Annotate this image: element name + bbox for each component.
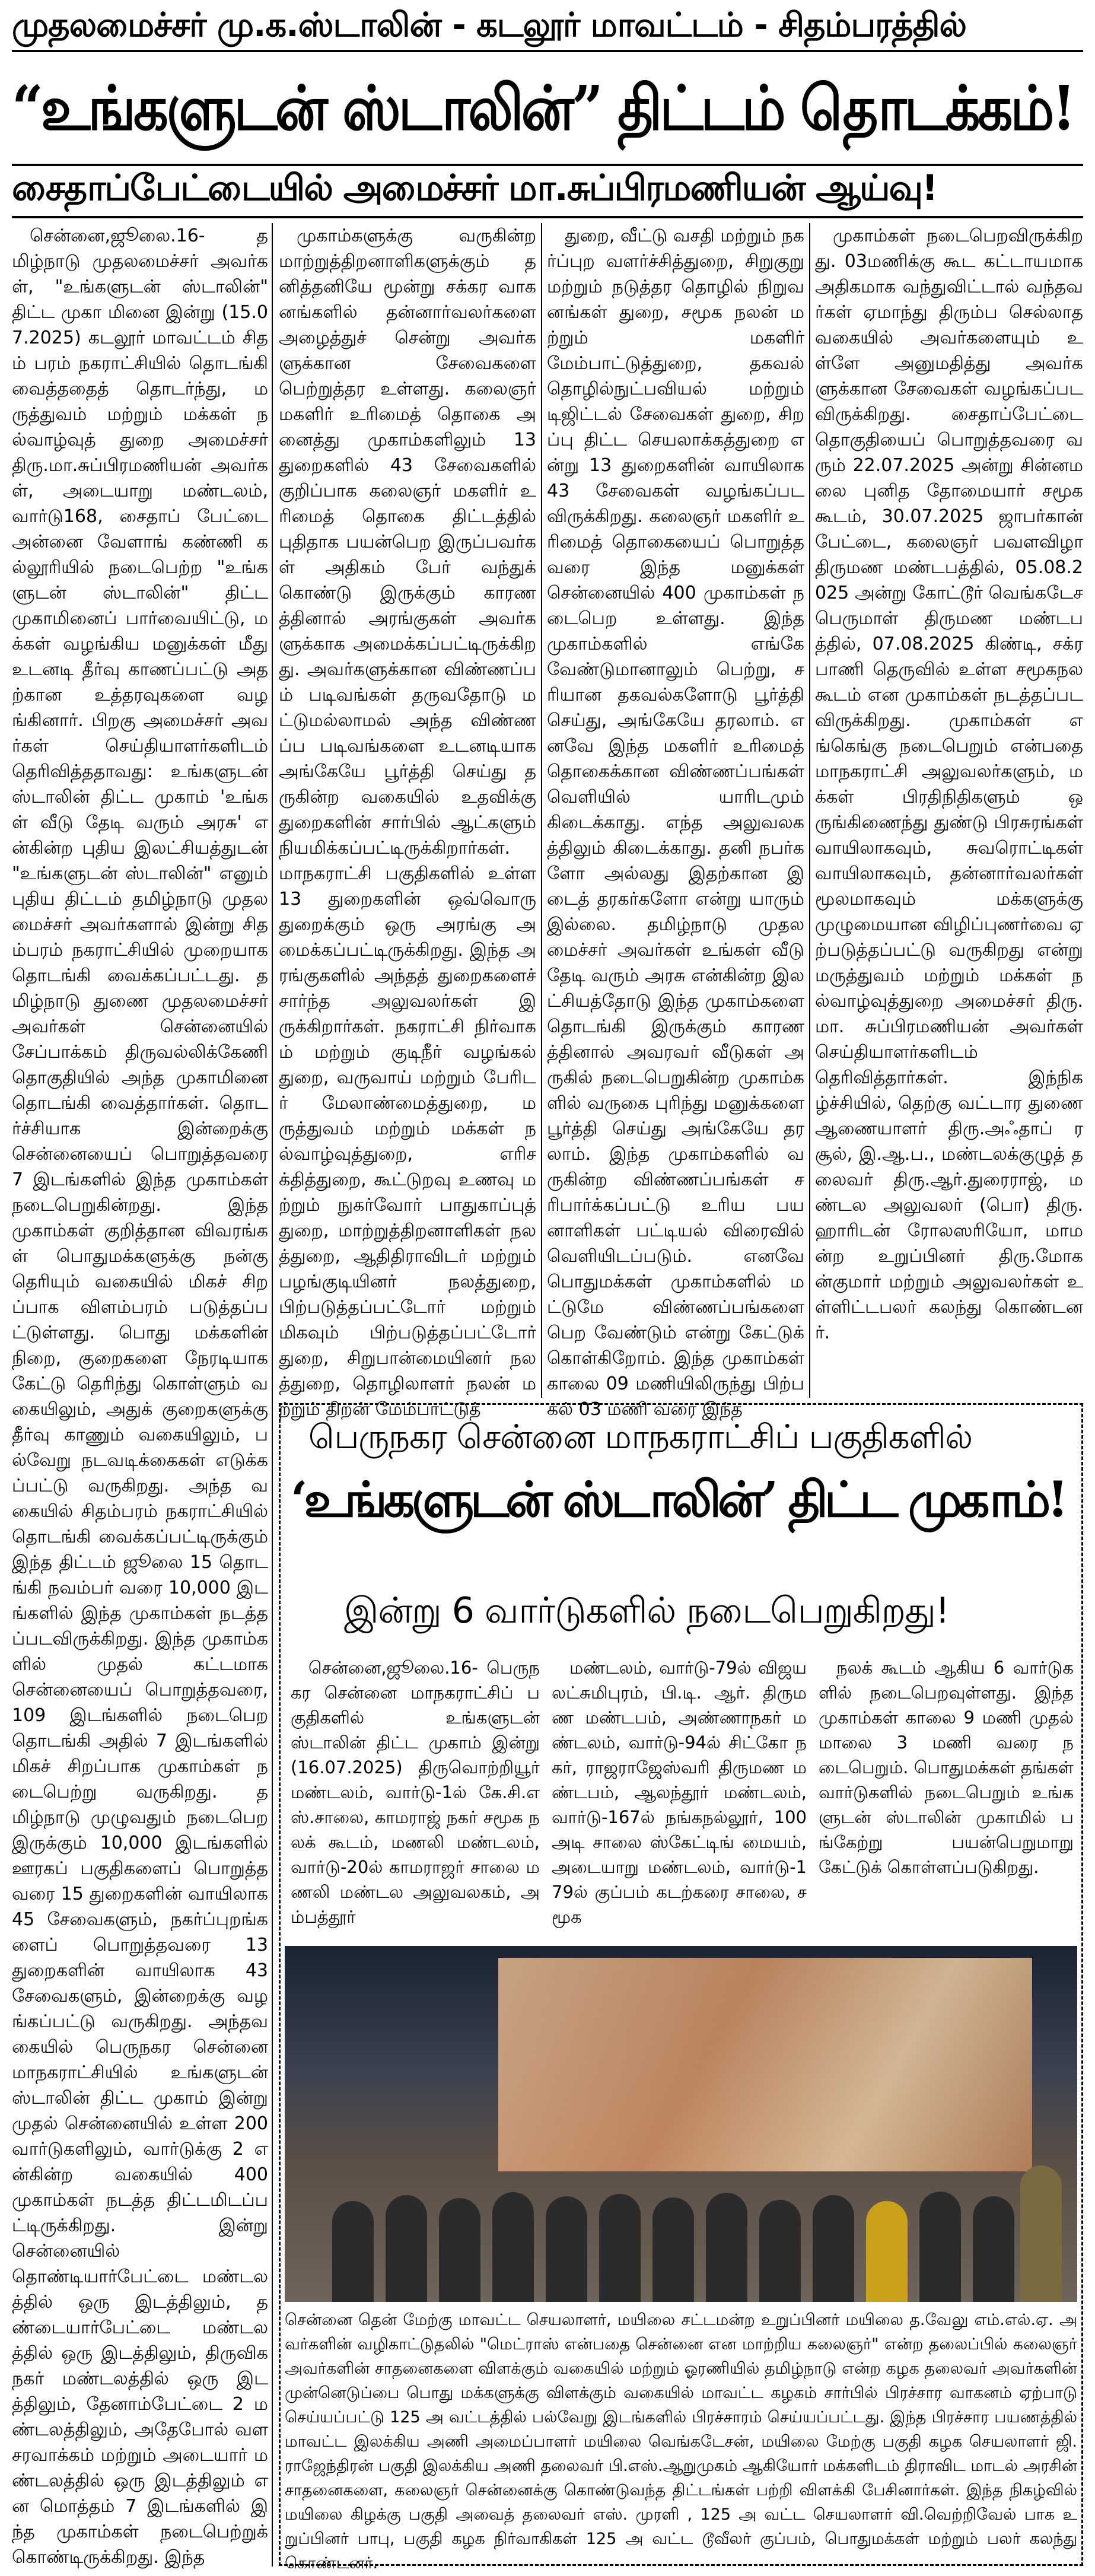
person-figure <box>332 2201 374 2302</box>
box-subhead: இன்று 6 வார்டுகளில் நடைபெறுகிறது! <box>344 1590 949 1632</box>
person-figure <box>386 2195 427 2302</box>
column-divider <box>272 223 273 2567</box>
article-text: முகாம்கள் நடைபெறவிருக்கிறது. 03மணிக்கு கூட கட்டாயமாக அதிகமாக வந்துவிட்டால் வந்தவர்கள் ஏமாந்து திரும்ப செல்லாத வகையில் அவர்களையும் உள்ளே அனுமதித்து அவர்களுக்கான சேவைகள் வழங்கப்படவிருக்கிறது. சைதாப்பேட்டை தொகுதியைப் பொறுத்தவரை வரும் 22.07.2025 அன்று சின்னமலை புனித தோமையார் சமூக கூடம், 30.07.2025 ஜாபர்கான் பேட்டை, கலைஞர் பவளவிழா திருமண மண்டபத்தில், 05.08.2025 அன்று கோட்டூர் வெங்கடேச பெருமாள் திருமண மண்டபத்தில், 07.08.2025 கிண்டி, சக்ரபாணி தெருவில் உள்ள சமூகநல கூடம் என முகாம்கள் நடத்தப்படவிருக்கிறது. முகாம்கள் எங்கெங்கு நடைபெறும் என்பதை மாநகராட்சி அலுவலர்களும், மக்கள் பிரதிநிதிகளும் ஒருங்கிணைந்து துண்டு பிரசுரங்கள் வாயிலாகவும், சுவரொட்டிகள் வாயிலாகவும், தன்னார்வலர்கள் மூலமாகவும் மக்களுக்கு முழுமையான விழிப்புணர்வை ஏற்படுத்தப்பட்டு வருகிறது என்று மருத்துவம் மற்றும் மக்கள் நல்வாழ்வுத்துறை அமைச்சர் திரு.மா. சுப்பிரமணியன் அவர்கள் செய்தியாளர்களிடம் தெரிவித்தார்கள். இந்நிகழ்ச்சியில், தெற்கு வட்டார துணை ஆணையாளர் திரு.அஃதாப் ரசூல், இ.ஆ.ப., மண்டலக்குழுத் தலைவர் திரு.ஆர்.துரைராஜ், மண்டல அலுவலர் (பொ) திரு.ஹாரிடன் ரோலஸரியோ, மாமன்ற உறுப்பினர் திரு.மோகன்குமார் மற்றும் அலுவலர்கள் உள்ளிட்டபலர் கலந்து கொண்டனர். <box>815 225 1083 1343</box>
sub-headline: சைதாப்பேட்டையில் அமைச்சர் மா.சுப்பிரமணியன் ஆய்வு! <box>12 167 937 209</box>
divider <box>12 216 1083 218</box>
event-photo <box>285 1946 1077 2302</box>
top-kicker: முதலமைச்சர் மு.க.ஸ்டாலின் - கடலூர் மாவட்டம் - சிதம்பரத்தில் <box>12 6 966 44</box>
divider <box>12 164 1083 166</box>
box-column-1 <box>291 1655 540 1934</box>
person-figure <box>813 2195 854 2302</box>
person-figure <box>866 2201 908 2302</box>
article-column-3 <box>547 223 804 1420</box>
article-column-1 <box>12 223 268 2567</box>
person-figure <box>759 2200 801 2302</box>
person-figure <box>706 2193 747 2302</box>
person-figure <box>439 2198 480 2302</box>
column-divider <box>809 223 810 1398</box>
person-figure <box>546 2196 587 2302</box>
person-figure <box>652 2197 694 2302</box>
box-kicker: பெருநகர சென்னை மாநகராட்சிப் பகுதிகளில் <box>308 1418 972 1456</box>
article-text: முகாம்களுக்கு வருகின்ற மாற்றுத்திறனாளிகளுக்கும் தனித்தனியே மூன்று சக்கர வாகனங்களில் தன்னார்வலர்களை அழைத்துச் சென்று அவர்களுக்கான சேவைகளை பெற்றுத்தர உள்ளது. கலைஞர் மகளிர் உரிமைத் தொகை அனைத்து முகாம்களிலும் 13 துறைகளில் 43 சேவைகளில் குறிப்பாக கலைஞர் மகளிர் உரிமைத் தொகை திட்டத்தில் புதிதாக பயன்பெற இருப்பவர்கள் அதிகம் பேர் வந்துக் கொண்டு இருக்கும் காரணத்தினால் அரங்குகள் அவர்களுக்காக அமைக்கப்பட்டிருக்கிறது. அவர்களுக்கான விண்ணப்பம் படிவங்கள் தருவதோடு மட்டுமல்லாமல் அந்த விண்ணப்ப படிவங்களை உடனடியாக அங்கேயே பூர்த்தி செய்து தருகின்ற வகையில் உதவிக்கு துறைகளின் சார்பில் ஆட்களும் நியமிக்கப்பட்டிருக்கிறார்கள். மாநகராட்சி பகுதிகளில் உள்ள 13 துறைகளின் ஒவ்வொரு துறைக்கும் ஒரு அரங்கு அமைக்கப்பட்டிருக்கிறது. இந்த அரங்குகளில் அந்தத் துறைகளைச் சார்ந்த அலுவலர்கள் இருக்கிறார்கள். நகராட்சி நிர்வாகம் மற்றும் குடிநீர் வழங்கல் துறை, வருவாய் மற்றும் பேரிடர் மேலாண்மைத்துறை, மருத்துவம் மற்றும் மக்கள் நல்வாழ்வுத்துறை, எரிசக்தித்துறை, கூட்டுறவு உணவு மற்றும் நுகர்வோர் பாதுகாப்புத் துறை, மாற்றுத்திறனாளிகள் நலத்துறை, ஆதிதிராவிடர் மற்றும் பழங்குடியினர் நலத்துறை, பிற்படுத்தப்பட்டோர் மற்றும் மிகவும் பிற்படுத்தப்பட்டோர் துறை, சிறுபான்மையினர் நலத்துறை, தொழிலாளர் நலன் மற்றும் திறன் மேம்பாட்டுத் <box>279 225 536 1420</box>
person-figure <box>599 2194 641 2302</box>
person-figure <box>492 2192 534 2302</box>
photo-caption: சென்னை தென் மேற்கு மாவட்ட செயலாளர், மயிலை சட்டமன்ற உறுப்பினர் மயிலை த.வேலு எம்.எல்.ஏ. அவர்களின் வழிகாட்டுதலில் "மெட்ராஸ் என்பதை சென்னை என மாற்றிய கலைஞர்" என்ற தலைப்பில் கலைஞர் அவர்களின் சாதனைகளை விளக்கும் வகையில் மற்றும் ஓரணியில் தமிழ்நாடு என்ற கழக தலைவர் அவர்களின் முன்னெடுப்பை பொது மக்களுக்கு விளக்கும் வகையில் மாவட்ட கழகம் சார்பில் பிரச்சார வாகனம் ஏற்பாடு செய்யப்பட்டு 125 அ வட்டத்தில் பல்வேறு இடங்களில் பிரச்சாரம் செய்யப்பட்டது. இந்த பிரச்சார பயணத்தில் மாவட்ட இலக்கிய அணி அமைப்பாளர் மயிலை வெங்கடேசன், மயிலை மேற்கு பகுதி கழக செயலாளர் ஜி.ராஜேந்திரன் பகுதி இலக்கிய அணி தலைவர் பி.எஸ்.ஆறுமுகம் ஆகியோர் மக்களிடம் திராவிட மாடல் அரசின் சாதனைகளை, கலைஞர் சென்னைக்கு கொண்டுவந்த திட்டங்கள் பற்றி விளக்கி பேசினார்கள். இந்த நிகழ்வில் மயிலை கிழக்கு பகுதி அவைத் தலைவர் எஸ். முரளி , 125 அ வட்ட செயலாளர் வி.வெற்றிவேல் பாக உறுப்பினர் பாபு, பகுதி கழக நிர்வாகிகள் 125 அ வட்ட டூவீலர் குப்பம், பொதுமக்கள் மற்றும் பலர் கலந்து கொண்டனர். <box>285 2311 1077 2572</box>
article-text: துறை, வீட்டு வசதி மற்றும் நகர்ப்புற வளர்ச்சித்துறை, சிறுகுறு மற்றும் நடுத்தர தொழில் நிறுவனங்கள் துறை, சமூக நலன் மற்றும் மகளிர் மேம்பாட்டுத்துறை, தகவல் தொழில்நுட்பவியல் மற்றும் டிஜிட்டல் சேவைகள் துறை, சிறப்பு திட்ட செயலாக்கத்துறை என்று 13 துறைகளின் வாயிலாக 43 சேவைகள் வழங்கப்படவிருக்கிறது. கலைஞர் மகளிர் உரிமைத் தொகையைப் பொறுத்தவரை இந்த மனுக்கள் சென்னையில் 400 முகாம்கள் நடைபெற உள்ளது. இந்த முகாம்களில் எங்கே வேண்டுமானாலும் பெற்று, சரியான தகவல்களோடு பூர்த்தி செய்து, அங்கேயே தரலாம். எனவே இந்த மகளிர் உரிமைத் தொகைக்கான விண்ணப்பங்கள் வெளியில் யாரிடமும் கிடைக்காது. எந்த அலுவலகத்திலும் கிடைக்காது. தனி நபர்களோ அல்லது இதற்கான இடைத் தரகர்களோ என்று யாரும் இல்லை. தமிழ்நாடு முதலமைச்சர் அவர்கள் உங்கள் வீடு தேடி வரும் அரசு என்கின்ற இலட்சியத்தோடு இந்த முகாம்களை தொடங்கி இருக்கும் காரணத்தினால் அவரவர் வீடுகள் அருகில் நடைபெறுகின்ற முகாம்களில் வருகை புரிந்து மனுக்களை பூர்த்தி செய்து அங்கேயே தரலாம். இந்த முகாம்களில் வருகின்ற விண்ணப்பங்கள் சரிபார்க்கப்பட்டு உரிய பயனாளிகள் பட்டியல் விரைவில் வெளியிடப்படும். எனவே பொதுமக்கள் முகாம்களில் மட்டுமே விண்ணப்பங்களை பெற வேண்டும் என்று கேட்டுக் கொள்கிறோம். இந்த முகாம்கள் காலை 09 மணியிலிருந்து பிற்பகல் 03 மணி வரை இந்த <box>547 225 804 1420</box>
article-text: சென்னை,ஜூலை.16- தமிழ்நாடு முதலமைச்சர் அவர்கள், "உங்களுடன் ஸ்டாலின்" திட்ட முகா மினை இன்று (15.07.2025) கடலூர் மாவட்டம் சிதம் பரம் நகராட்சியில் தொடங்கி வைத்ததைத் தொடர்ந்து, மருத்துவம் மற்றும் மக்கள் நல்வாழ்வுத் துறை அமைச்சர் திரு.மா.சுப்பிரமணியன் அவர்கள், அடையாறு மண்டலம், வார்டு168, சைதாப் பேட்டை அன்னை வேளாங் கண்ணி கல்லூரியில் நடைபெற்ற "உங்களுடன் ஸ்டாலின்" திட்ட முகாமினைப் பார்வையிட்டு, மக்கள் வழங்கிய மனுக்கள் மீது உடனடி தீர்வு காணப்பட்டு அதற்கான உத்தரவுகளை வழங்கினார். பிறகு அமைச்சர் அவர்கள் செய்தியாளர்களிடம் தெரிவித்ததாவது: உங்களுடன் ஸ்டாலின் திட்ட முகாம் 'உங்கள் வீடு தேடி வரும் அரசு' என்கின்ற புதிய இலட்சியத்துடன் "உங்களுடன் ஸ்டாலின்" எனும் புதிய திட்டம் தமிழ்நாடு முதலமைச்சர் அவர்களால் இன்று சிதம்பரம் நகராட்சியில் முறையாக தொடங்கி வைக்கப்பட்டது. தமிழ்நாடு துணை முதலமைச்சர் அவர்கள் சென்னையில் சேப்பாக்கம் திருவல்லிக்கேணி தொகுதியில் அந்த முகாமினை தொடங்கி வைத்தார்கள். தொடர்ச்சியாக இன்றைக்கு சென்னையைப் பொறுத்தவரை 7 இடங்களில் இந்த முகாம்கள் நடைபெறுகின்றது. இந்த முகாம்கள் குறித்தான விவரங்கள் பொதுமக்களுக்கு நன்கு தெரியும் வகையில் மிகச் சிறப்பாக விளம்பரம் படுத்தப்பட்டுள்ளது. பொது மக்களின் நிறை, குறைகளை நேரடியாக கேட்டு தெரிந்து கொள்ளும் வகையிலும், அதுக் குறைகளுக்கு தீர்வு காணும் வகையிலும், பல்வேறு நடவடிக்கைகள் எடுக்கப்பட்டு வருகிறது. அந்த வகையில் சிதம்பரம் நகராட்சியில் தொடங்கி வைக்கப்பட்டிருக்கும் இந்த திட்டம் ஜூலை 15 தொடங்கி நவம்பர் வரை 10,000 இடங்களில் இந்த முகாம்கள் நடத்தப்படவிருக்கிறது. இந்த முகாம்களில் முதல் கட்டமாக சென்னையைப் பொறுத்தவரை, 109 இடங்களில் நடைபெற தொடங்கி அதில் 7 இடங்களில் மிகச் சிறப்பாக முகாம்கள் நடைபெற்று வருகிறது. தமிழ்நாடு முழுவதும் நடைபெற இருக்கும் 10,000 இடங்களில் ஊரகப் பகுதிகளைப் பொறுத்தவரை 15 துறைகளின் வாயிலாக 45 சேவைகளும், நகர்ப்புறங்களைப் பொறுத்தவரை 13 துறைகளின் வாயிலாக 43 சேவைகளும், இன்றைக்கு வழங்கப்பட்டு வருகிறது. அந்தவகையில் பெருநகர சென்னை மாநகராட்சியில் உங்களுடன் ஸ்டாலின் திட்ட முகாம் இன்று முதல் சென்னையில் உள்ள 200 வார்டுகளிலும், வார்டுக்கு 2 என்கின்ற வகையில் 400 முகாம்கள் நடத்த திட்டமிடப்பட்டிருக்கிறது. இன்று சென்னையில் தொண்டியார்பேட்டை மண்டலத்தில் ஒரு இடத்திலும், தண்டையார்பேட்டை மண்டலத்தில் ஒரு இடத்திலும், திருவிக நகர் மண்டலத்தில் ஒரு இடத்திலும், தேனாம்பேட்டை 2 மண்டலத்திலும், அதேபோல் வளசரவாக்கம் மற்றும் அடையார் மண்டலத்தில் ஒரு இடத்திலும் என மொத்தம் 7 இடங்களில் இந்த முகாம்கள் நடைபெற்றுக் கொண்டிருக்கிறது. இந்த <box>12 225 268 2568</box>
person-figure <box>919 2192 961 2302</box>
box-text: நலக் கூடம் ஆகிய 6 வார்டுகளில் நடைபெறவுள்ளது. இந்த முகாம்கள் காலை 9 மணி முதல் மாலை 3 மணி வரை நடைபெறும். பொதுமக்கள் தங்கள் வார்டுகளில் நடைபெறும் உங்களுடன் ஸ்டாலின் முகாமில் பங்கேற்று பயன்பெறுமாறு கேட்டுக் கொள்ளப்படுகிறது. <box>819 1658 1074 1877</box>
campaign-vehicle-art <box>498 1958 1032 2171</box>
box-column-2 <box>552 1655 807 1934</box>
box-text: மண்டலம், வார்டு-79ல் விஜயலட்சுமிபுரம், பி.டி. ஆர். திருமண மண்டபம், அண்ணாநகர் மண்டலம், வார்டு-94ல் சிட்கோ நகர், ராஜராஜேஸ்வரி திருமண மண்டபம், ஆலந்தூர் மண்டலம், வார்டு-167ல் நங்கநல்லூர், 100அடி சாலை ஸ்கேட்டிங் மையம், அடையாறு மண்டலம், வார்டு-179ல் குப்பம் கடற்கரை சாலை, சமூக <box>552 1658 807 1927</box>
person-figure <box>973 2196 1014 2302</box>
main-headline: “உங்களுடன் ஸ்டாலின்” திட்டம் தொடக்கம்! <box>12 72 1074 144</box>
column-divider <box>541 223 542 1398</box>
article-column-2 <box>279 223 536 1420</box>
article-column-4 <box>815 223 1083 1398</box>
person-figure <box>1020 2165 1062 2302</box>
box-column-3 <box>819 1655 1074 1934</box>
box-headline: ‘உங்களுடன் ஸ்டாலின்’ திட்ட முகாம்! <box>291 1471 1065 1528</box>
box-text: சென்னை,ஜூலை.16- பெருநகர சென்னை மாநகராட்சிப் பகுதிகளில் உங்களுடன் ஸ்டாலின் திட்ட முகாம் இன்று (16.07.2025) திருவொற்றியூர் மண்டலம், வார்டு-1ல் கே.சி.எஸ்.சாலை, காமராஜ் நகர் சமூக நலக் கூடம், மணலி மண்டலம், வார்டு-20ல் காமராஜர் சாலை மணலி மண்டல அலுவலகம், அம்பத்தூர் <box>291 1658 540 1927</box>
